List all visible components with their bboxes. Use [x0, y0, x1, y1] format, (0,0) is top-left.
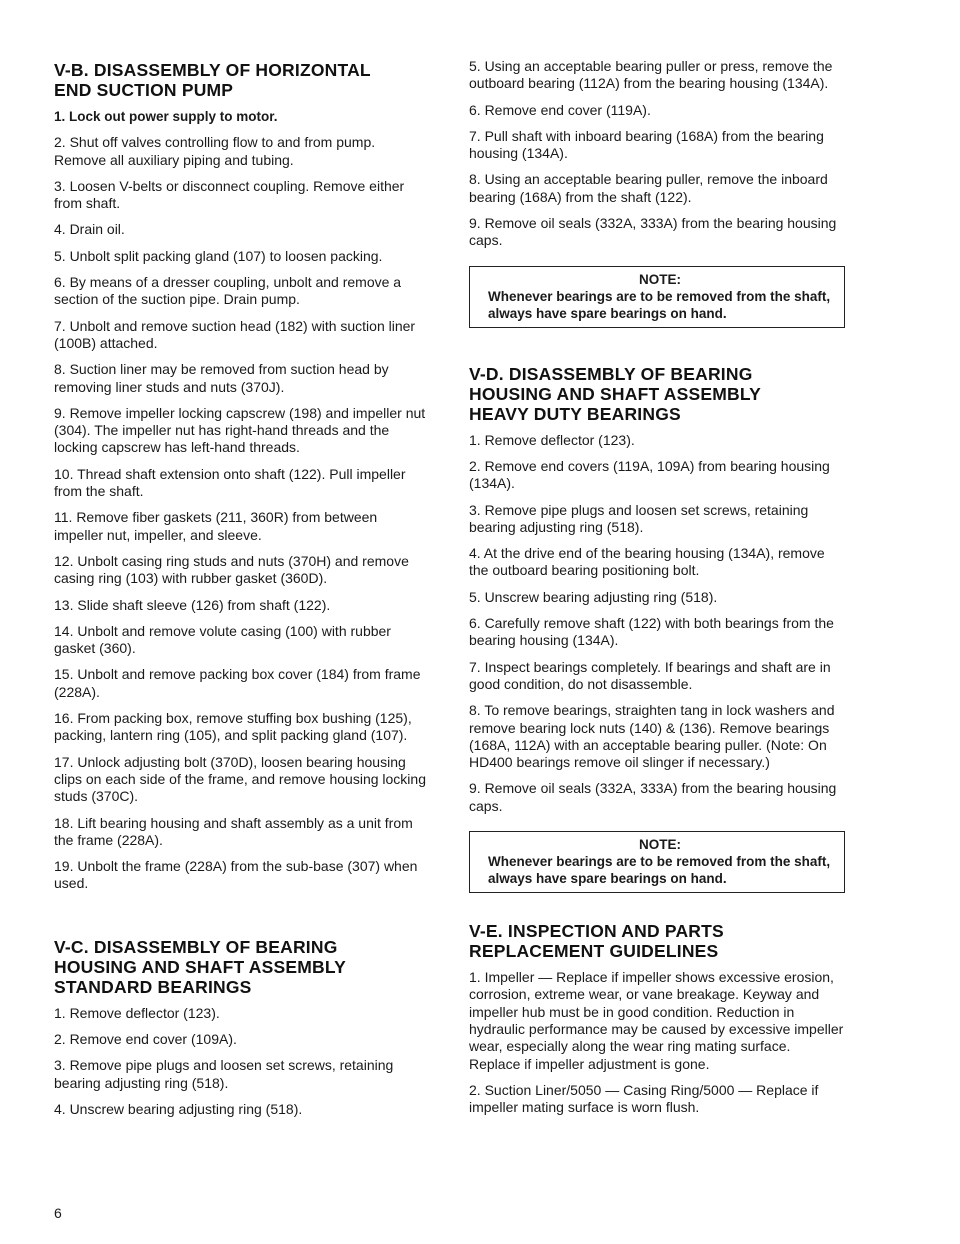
- vc-heading-line3: STANDARD BEARINGS: [54, 976, 252, 997]
- vc-step-5: 5. Using an acceptable bearing puller or press, remove the outboard bearing (112A) from the bearing housing (134A).: [469, 58, 833, 92]
- vc-step-8: 8. Using an acceptable bearing puller, remove the inboard bearing (168A) from the shaft (122).: [469, 171, 828, 205]
- section-vb-heading: [54, 60, 430, 100]
- vd-heading-line1: V-D. DISASSEMBLY OF BEARING: [469, 363, 753, 384]
- vb-step-8: 8. Suction liner may be removed from suction head by removing liner studs and nuts (370J).: [54, 361, 389, 395]
- vb-step-12: 12. Unbolt casing ring studs and nuts (370H) and remove casing ring (103) with rubber gasket (360D).: [54, 552, 409, 587]
- vb-step-18: 18. Lift bearing housing and shaft assembly as a unit from the frame (228A).: [54, 814, 413, 848]
- ve-heading-line1: V-E. INSPECTION AND PARTS: [469, 921, 724, 942]
- vc-step-4: 4. Unscrew bearing adjusting ring (518).: [54, 1100, 303, 1117]
- vd-step-1: 1. Remove deflector (123).: [469, 431, 635, 448]
- vd-note-title: NOTE:: [639, 837, 681, 853]
- left-column: [54, 58, 430, 1127]
- vd-heading-line3: HEAVY DUTY BEARINGS: [469, 403, 681, 424]
- section-vd-heading: [469, 364, 845, 424]
- vc-note-title: NOTE:: [639, 271, 681, 287]
- vb-step-16: 16. From packing box, remove stuffing box bushing (125), packing, lantern ring (105), and split packing gland (107).: [54, 710, 412, 744]
- vb-step-15: 15. Unbolt and remove packing box cover (184) from frame (228A).: [54, 666, 421, 700]
- ve-heading-line2: REPLACEMENT GUIDELINES: [469, 941, 719, 962]
- vc-note-text: Whenever bearings are to be removed from the shaft, always have spare bearings on hand.: [488, 288, 831, 321]
- vb-step-4: 4. Drain oil.: [54, 221, 125, 238]
- vc-heading-line1: V-C. DISASSEMBLY OF BEARING: [54, 936, 338, 957]
- section-ve-heading: [469, 921, 845, 961]
- vb-step-2: 2. Shut off valves controlling flow to and from pump. Remove all auxiliary piping and tubing.: [54, 134, 376, 168]
- right-column: [469, 58, 845, 1125]
- vd-step-8: 8. To remove bearings, straighten tang in lock washers and remove bearing lock nuts (140) & (136). Remove bearings (168A, 112A) with an acceptable bearing puller. (Note: On HD400 bearings remove oil slinger if necessary.): [469, 702, 835, 771]
- vb-step-7: 7. Unbolt and remove suction head (182) with suction liner (100B) attached.: [54, 317, 416, 351]
- vc-step-7: 7. Pull shaft with inboard bearing (168A) from the bearing housing (134A).: [469, 127, 824, 162]
- vb-step-3: 3. Loosen V-belts or disconnect coupling. Remove either from shaft.: [54, 177, 405, 212]
- page-number: 6: [54, 1205, 62, 1221]
- vc-note-box: [469, 266, 845, 328]
- vb-step-19: 19. Unbolt the frame (228A) from the sub-base (307) when used.: [54, 858, 418, 892]
- vb-heading-line2: END SUCTION PUMP: [54, 80, 234, 100]
- vb-step-13: 13. Slide shaft sleeve (126) from shaft (122).: [54, 596, 331, 613]
- vb-heading-line1: V-B. DISASSEMBLY OF HORIZONTAL: [54, 60, 371, 80]
- vb-step-14: 14. Unbolt and remove volute casing (100) with rubber gasket (360).: [54, 622, 391, 657]
- vb-step-5: 5. Unbolt split packing gland (107) to loosen packing.: [54, 247, 383, 264]
- vb-step-1: 1. Lock out power supply to motor.: [54, 109, 278, 124]
- ve-step-2: 2. Suction Liner/5050 — Casing Ring/5000 — Replace if impeller mating surface is worn flush.: [469, 1081, 819, 1116]
- vd-note-text: Whenever bearings are to be removed from the shaft, always have spare bearings on hand.: [488, 854, 831, 887]
- vc-step-1: 1. Remove deflector (123).: [54, 1004, 220, 1021]
- vb-step-17: 17. Unlock adjusting bolt (370D), loosen bearing housing clips on each side of the frame, and remove housing locking studs (370C).: [54, 753, 426, 805]
- vd-step-7: 7. Inspect bearings completely. If bearings and shaft are in good condition, do not disassemble.: [469, 658, 831, 692]
- vd-heading-line2: HOUSING AND SHAFT ASSEMBLY: [469, 383, 762, 404]
- vb-step-10: 10. Thread shaft extension onto shaft (122). Pull impeller from the shaft.: [54, 465, 406, 500]
- vc-step-6: 6. Remove end cover (119A).: [469, 101, 651, 118]
- vd-note-box: [469, 831, 845, 893]
- ve-step-1: 1. Impeller — Replace if impeller shows excessive erosion, corrosion, extreme wear, or vane breakage. Keyway and impeller hub must be in good condition. Reduction in hydraulic performance may be caused by excessive impeller wear, especially along the wear ring mating surface. Replace if impeller adjustment is gone.: [469, 969, 844, 1072]
- vd-step-4: 4. At the drive end of the bearing housing (134A), remove the outboard bearing positioning bolt.: [469, 545, 825, 579]
- vd-step-9: 9. Remove oil seals (332A, 333A) from the bearing housing caps.: [469, 780, 837, 814]
- vc-step-9: 9. Remove oil seals (332A, 333A) from the bearing housing caps.: [469, 215, 837, 249]
- vb-step-6: 6. By means of a dresser coupling, unbolt and remove a section of the suction pipe. Drain pump.: [54, 274, 402, 308]
- vd-step-3: 3. Remove pipe plugs and loosen set screws, retaining bearing adjusting ring (518).: [469, 501, 809, 535]
- vd-step-5: 5. Unscrew bearing adjusting ring (518).: [469, 588, 718, 605]
- vb-step-11: 11. Remove fiber gaskets (211, 360R) from between impeller nut, impeller, and sleeve.: [54, 509, 378, 543]
- vc-step-3: 3. Remove pipe plugs and loosen set screws, retaining bearing adjusting ring (518).: [54, 1057, 394, 1091]
- vd-step-2: 2. Remove end covers (119A, 109A) from bearing housing (134A).: [469, 457, 830, 492]
- vc-step-2: 2. Remove end cover (109A).: [54, 1030, 237, 1047]
- vc-heading-line2: HOUSING AND SHAFT ASSEMBLY: [54, 956, 347, 977]
- vb-step-9: 9. Remove impeller locking capscrew (198) and impeller nut (304). The impeller nut has right-hand threads and the locking capscrew has left-hand threads.: [54, 404, 426, 456]
- section-vc-heading: [54, 937, 430, 997]
- vd-step-6: 6. Carefully remove shaft (122) with both bearings from the bearing housing (134A).: [469, 615, 834, 649]
